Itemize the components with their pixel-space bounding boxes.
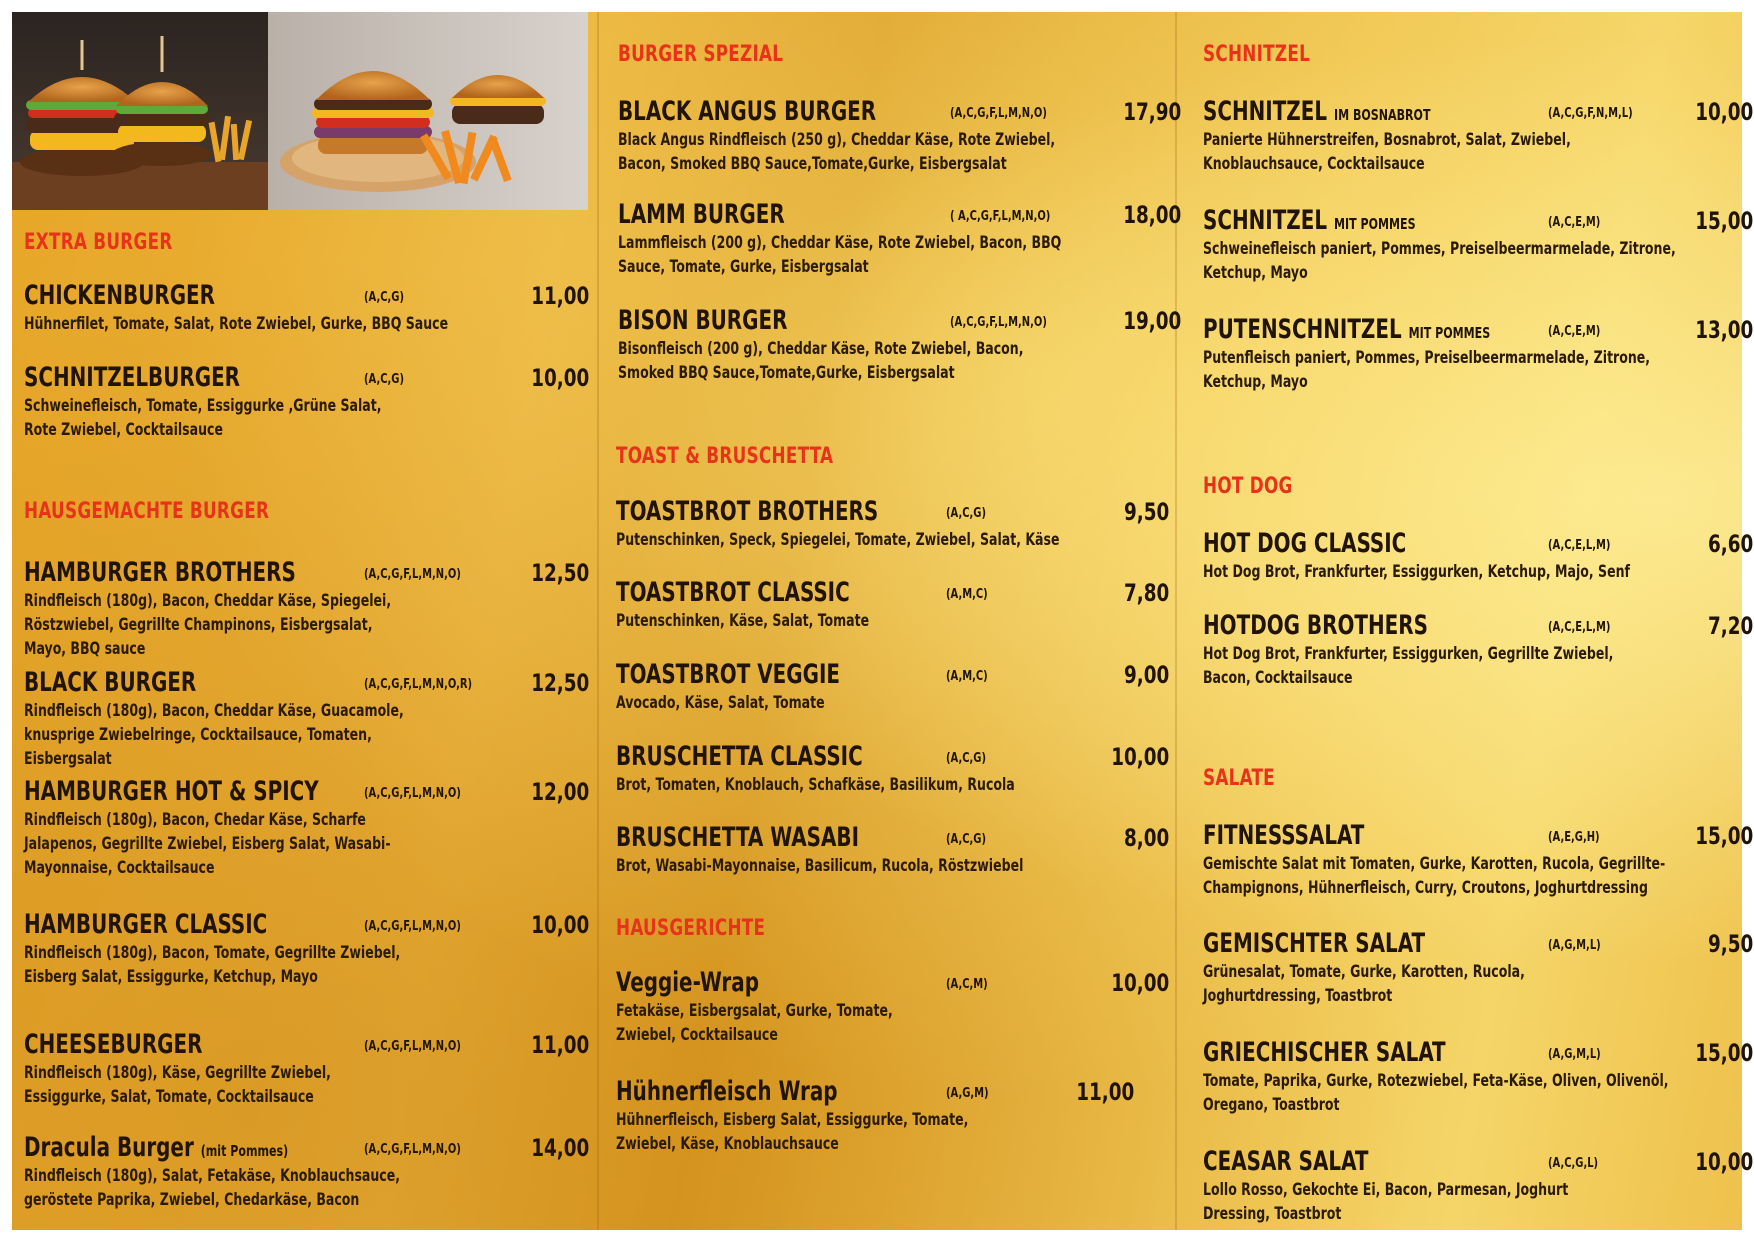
menu-item [1203, 1037, 1753, 1117]
menu-item [618, 305, 1181, 385]
burger-photo-image [12, 12, 588, 210]
item-name: LAMM BURGER [618, 199, 785, 230]
item-price: 9,50 [1707, 930, 1753, 958]
item-price: 12,00 [530, 778, 589, 806]
item-description: Brot, Tomaten, Knoblauch, Schafkäse, Basilikum, Rucola [616, 775, 1015, 795]
item-name: GRIECHISCHER SALAT [1203, 1037, 1446, 1068]
item-name: TOASTBROT BROTHERS [616, 496, 879, 527]
item-price: 10,00 [1110, 969, 1169, 997]
item-name-sub: (mit Pommes) [200, 1142, 289, 1160]
item-description: Hühnerfilet, Tomate, Salat, Rote Zwiebel, Gurke, BBQ Sauce [24, 314, 449, 334]
item-price: 7,80 [1123, 579, 1169, 607]
item-allergens: (A,C,G,F,N,M,L) [1548, 106, 1633, 121]
item-description: Panierte Hühnerstreifen, Bosnabrot, Salat, Zwiebel, Knoblauchsauce, Cocktailsauce [1203, 130, 1571, 174]
menu-sheet [12, 12, 1753, 1230]
item-name: HAMBURGER BROTHERS [24, 557, 296, 588]
item-price: 15,00 [1694, 1039, 1753, 1067]
item-price: 10,00 [1694, 98, 1753, 126]
item-name [1203, 205, 1416, 236]
item-description: Rindfleisch (180g), Salat, Fetakäse, Knoblauchsauce, geröstete Paprika, Zwiebel, Chedarkäse, Bacon [24, 1166, 401, 1210]
item-price: 11,00 [1075, 1078, 1134, 1106]
item-name: SCHNITZELBURGER [24, 362, 241, 393]
menu-item [616, 659, 1179, 715]
item-description: Putenfleisch paniert, Pommes, Preiselbeermarmelade, Zitrone, Ketchup, Mayo [1203, 348, 1651, 392]
menu-item [616, 496, 1179, 552]
item-allergens: (A,G,M,L) [1548, 1047, 1601, 1062]
section-title-hausgemachte-burger: HAUSGEMACHTE BURGER [24, 499, 270, 524]
item-name-sub: IM BOSNABROT [1333, 106, 1431, 124]
item-price: 11,00 [530, 282, 589, 310]
item-description: Rindfleisch (180g), Bacon, Chedar Käse, Scharfe Jalapenos, Gegrillte Zwiebel, Eisberg Salat, Wasabi-Mayonnaise, Cocktailsauce [24, 810, 391, 878]
item-allergens: (A,M,C) [946, 587, 988, 602]
menu-item [1203, 928, 1753, 1008]
item-name [1203, 96, 1431, 127]
burger-photo [12, 12, 588, 210]
item-allergens: (A,C,E,L,M) [1548, 538, 1611, 553]
item-price: 10,00 [530, 364, 589, 392]
menu-item [24, 557, 589, 661]
item-price: 9,50 [1123, 498, 1169, 526]
item-price: 8,00 [1123, 824, 1169, 852]
menu-item [616, 822, 1179, 878]
item-allergens: (A,C,G,F,L,M,N,O) [364, 567, 461, 582]
section-title-hot-dog: HOT DOG [1203, 474, 1293, 499]
item-price: 19,00 [1122, 307, 1181, 335]
item-allergens: (A,G,M) [946, 1086, 989, 1101]
item-name-main: PUTENSCHNITZEL [1203, 314, 1402, 345]
menu-item [24, 280, 589, 336]
section-title-hausgerichte: HAUSGERICHTE [616, 916, 766, 941]
item-allergens: (A,C,G,F,L,M,N,O) [364, 1142, 461, 1157]
item-name: TOASTBROT VEGGIE [616, 659, 840, 690]
item-name: GEMISCHTER SALAT [1203, 928, 1426, 959]
menu-item [24, 1029, 589, 1109]
item-allergens: (A,C,G,F,L,M,N,O) [364, 1039, 461, 1054]
item-price: 12,50 [530, 559, 589, 587]
item-name [24, 1132, 288, 1163]
item-allergens: (A,C,G,F,L,M,N,O) [364, 786, 461, 801]
item-price: 11,00 [530, 1031, 589, 1059]
item-price: 7,20 [1707, 612, 1753, 640]
item-price: 18,00 [1122, 201, 1181, 229]
item-name: Veggie-Wrap [616, 967, 759, 998]
item-name: BISON BURGER [618, 305, 788, 336]
menu-item [1203, 610, 1753, 690]
item-allergens: (A,C,G) [946, 751, 987, 766]
menu-item [24, 362, 589, 442]
item-price: 10,00 [1110, 743, 1169, 771]
item-description: Putenschinken, Käse, Salat, Tomate [616, 611, 870, 631]
item-description: Schweinefleisch, Tomate, Essiggurke ,Grüne Salat, Rote Zwiebel, Cocktailsauce [24, 396, 382, 440]
item-name: BRUSCHETTA CLASSIC [616, 741, 863, 772]
item-name: CHICKENBURGER [24, 280, 216, 311]
item-name: CHEESEBURGER [24, 1029, 203, 1060]
section-title-extra-burger: EXTRA BURGER [24, 230, 173, 255]
item-name: TOASTBROT CLASSIC [616, 577, 850, 608]
item-allergens: (A,C,G,F,L,M,N,O,R) [364, 677, 473, 692]
item-name-main: SCHNITZEL [1203, 96, 1328, 127]
item-price: 15,00 [1694, 822, 1753, 850]
item-description: Schweinefleisch paniert, Pommes, Preiselbeermarmelade, Zitrone, Ketchup, Mayo [1203, 239, 1676, 283]
item-allergens: ( A,C,G,F,L,M,N,O) [950, 209, 1051, 224]
item-description: Black Angus Rindfleisch (250 g), Cheddar Käse, Rote Zwiebel, Bacon, Smoked BBQ Sauce,Tomate,Gurke, Eisbergsalat [618, 130, 1056, 174]
item-description: Hot Dog Brot, Frankfurter, Essiggurken, Ketchup, Majo, Senf [1203, 562, 1630, 582]
item-name: CEASAR SALAT [1203, 1146, 1369, 1177]
fold-line-left [597, 12, 599, 1230]
item-price: 9,00 [1123, 661, 1169, 689]
item-price: 15,00 [1694, 207, 1753, 235]
item-price: 10,00 [1694, 1148, 1753, 1176]
menu-item [24, 909, 589, 989]
section-title-schnitzel: SCHNITZEL [1203, 42, 1311, 67]
menu-item [1203, 314, 1753, 394]
item-allergens: (A,C,M) [946, 977, 988, 992]
item-name: HOTDOG BROTHERS [1203, 610, 1428, 641]
item-allergens: (A,C,G) [946, 832, 987, 847]
item-name: HOT DOG CLASSIC [1203, 528, 1407, 559]
section-title-toast-bruschetta: TOAST & BRUSCHETTA [616, 444, 834, 469]
menu-item [1203, 205, 1753, 285]
menu-item [616, 967, 1179, 1047]
item-allergens: (A,C,G,F,L,M,N,O) [950, 315, 1047, 330]
item-allergens: (A,M,C) [946, 669, 988, 684]
section-title-burger-spezial: BURGER SPEZIAL [618, 42, 784, 67]
menu-item [1203, 820, 1753, 900]
item-name-main: Dracula Burger [24, 1132, 194, 1163]
item-name-sub: MIT POMMES [1333, 215, 1416, 233]
item-description: Putenschinken, Speck, Spiegelei, Tomate, Zwiebel, Salat, Käse [616, 530, 1060, 550]
item-description: Lammfleisch (200 g), Cheddar Käse, Rote Zwiebel, Bacon, BBQ Sauce, Tomate, Gurke, Eisbergsalat [618, 233, 1062, 277]
item-name: BLACK ANGUS BURGER [618, 96, 877, 127]
item-description: Lollo Rosso, Gekochte Ei, Bacon, Parmesan, Joghurt Dressing, Toastbrot [1203, 1180, 1569, 1224]
item-description: Rindfleisch (180g), Bacon, Tomate, Gegrillte Zwiebel, Eisberg Salat, Essiggurke, Ketchup, Mayo [24, 943, 401, 987]
item-description: Bisonfleisch (200 g), Cheddar Käse, Rote Zwiebel, Bacon, Smoked BBQ Sauce,Tomate,Gurke, Eisbergsalat [618, 339, 1024, 383]
item-name-sub: MIT POMMES [1408, 324, 1491, 342]
item-name: HAMBURGER CLASSIC [24, 909, 268, 940]
item-price: 6,60 [1707, 530, 1753, 558]
menu-item [1203, 528, 1753, 584]
menu-item [616, 577, 1179, 633]
item-price: 13,00 [1694, 316, 1753, 344]
item-allergens: (A,C,G,F,L,M,N,O) [364, 919, 461, 934]
item-description: Rindfleisch (180g), Bacon, Cheddar Käse, Spiegelei, Röstzwiebel, Gegrillte Champinons, Eisbergsalat, Mayo, BBQ sauce [24, 591, 392, 659]
item-allergens: (A,G,M,L) [1548, 938, 1601, 953]
item-allergens: (A,E,G,H) [1548, 830, 1600, 845]
item-description: Gemischte Salat mit Tomaten, Gurke, Karotten, Rucola, Gegrillte-Champignons, Hühnerfleisch, Curry, Croutons, Joghurtdressing [1203, 854, 1666, 898]
item-allergens: (A,C,E,M) [1548, 324, 1601, 339]
item-description: Brot, Wasabi-Mayonnaise, Basilicum, Rucola, Röstzwiebel [616, 856, 1024, 876]
item-allergens: (A,C,G) [946, 506, 987, 521]
item-description: Hühnerfleisch, Eisberg Salat, Essiggurke, Tomate, Zwiebel, Käse, Knoblauchsauce [616, 1110, 969, 1154]
item-name: BRUSCHETTA WASABI [616, 822, 859, 853]
item-allergens: (A,C,G,L) [1548, 1156, 1599, 1171]
menu-item [1203, 1146, 1753, 1226]
item-price: 10,00 [530, 911, 589, 939]
item-name: FITNESSSALAT [1203, 820, 1365, 851]
item-allergens: (A,C,G) [364, 290, 405, 305]
item-description: Tomate, Paprika, Gurke, Rotezwiebel, Feta-Käse, Oliven, Olivenöl, Oregano, Toastbrot [1203, 1071, 1669, 1115]
item-price: 17,90 [1122, 98, 1181, 126]
item-description: Avocado, Käse, Salat, Tomate [616, 693, 825, 713]
item-name-main: SCHNITZEL [1203, 205, 1328, 236]
menu-item [24, 776, 589, 880]
item-name: Hühnerfleisch Wrap [616, 1076, 838, 1107]
menu-item [24, 1132, 589, 1212]
item-name: HAMBURGER HOT & SPICY [24, 776, 319, 807]
item-description: Hot Dog Brot, Frankfurter, Essiggurken, Gegrillte Zwiebel, Bacon, Cocktailsauce [1203, 644, 1614, 688]
menu-item [618, 199, 1181, 279]
item-allergens: (A,C,E,M) [1548, 215, 1601, 230]
item-description: Grünesalat, Tomate, Gurke, Karotten, Rucola, Joghurtdressing, Toastbrot [1203, 962, 1525, 1006]
item-allergens: (A,C,G) [364, 372, 405, 387]
item-price: 12,50 [530, 669, 589, 697]
menu-item [24, 667, 589, 771]
item-description: Fetakäse, Eisbergsalat, Gurke, Tomate, Zwiebel, Cocktailsauce [616, 1001, 893, 1045]
menu-item [1203, 96, 1753, 176]
item-description: Rindfleisch (180g), Käse, Gegrillte Zwiebel, Essiggurke, Salat, Tomate, Cocktailsauce [24, 1063, 331, 1107]
item-allergens: (A,C,G,F,L,M,N,O) [950, 106, 1047, 121]
section-title-salate: SALATE [1203, 766, 1275, 791]
item-name [1203, 314, 1490, 345]
menu-item [616, 1076, 1179, 1156]
item-description: Rindfleisch (180g), Bacon, Cheddar Käse, Guacamole, knusprige Zwiebelringe, Cocktailsauce, Tomaten, Eisbergsalat [24, 701, 404, 769]
menu-item [616, 741, 1179, 797]
item-price: 14,00 [530, 1134, 589, 1162]
item-allergens: (A,C,E,L,M) [1548, 620, 1611, 635]
menu-item [618, 96, 1181, 176]
item-name: BLACK BURGER [24, 667, 197, 698]
